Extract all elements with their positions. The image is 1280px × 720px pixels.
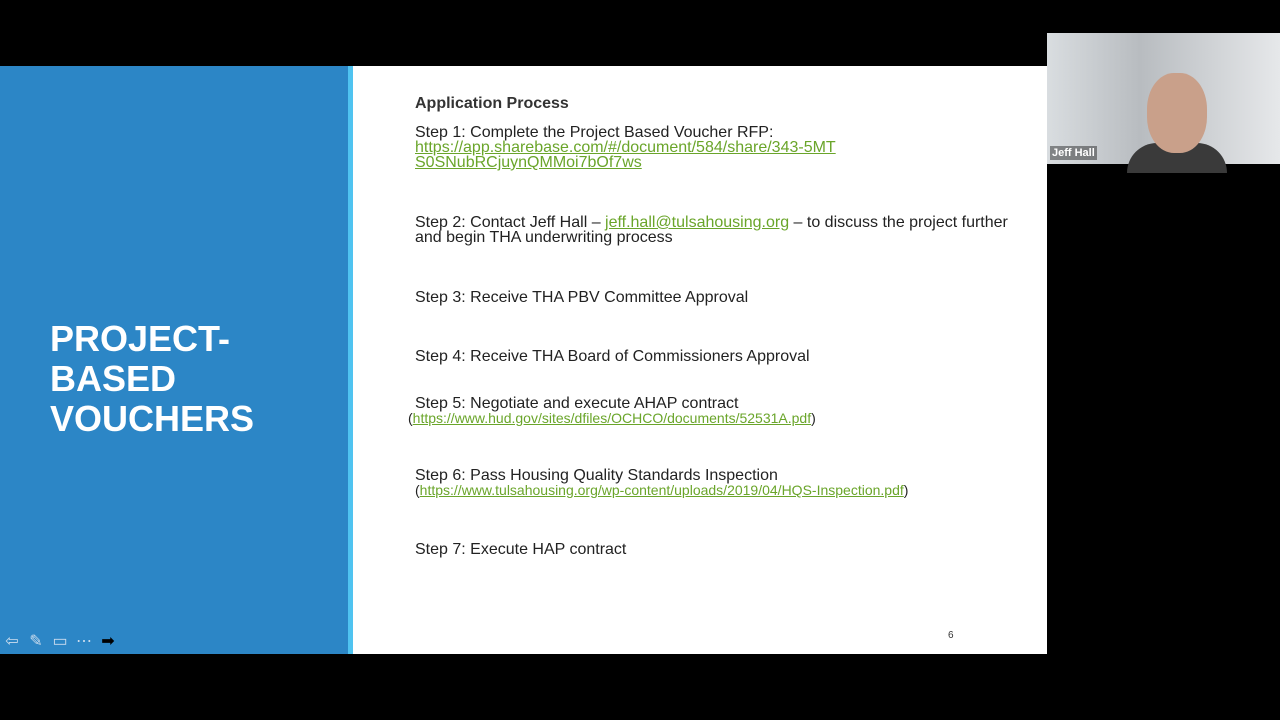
participant-name: Jeff Hall bbox=[1052, 147, 1095, 159]
paren: ) bbox=[903, 482, 909, 498]
next-slide-icon[interactable]: ➡ bbox=[101, 633, 115, 650]
presentation-slide bbox=[0, 66, 1047, 654]
paren: ( bbox=[408, 410, 413, 426]
paren: ( bbox=[415, 482, 420, 498]
hqs-link[interactable]: https://www.tulsahousing.org/wp-content/uploads/2019/04/HQS-Inspection.pdf bbox=[419, 482, 904, 498]
step-5 bbox=[408, 395, 816, 426]
slide-title: PROJECT- BASED VOUCHERS bbox=[50, 318, 255, 439]
step-1 bbox=[415, 125, 845, 170]
email-link[interactable]: jeff.hall@tulsahousing.org bbox=[605, 214, 790, 231]
step-text: Step 1: Complete the Project Based Voucher RFP: bbox=[415, 124, 774, 141]
step-text: Step 2: Contact Jeff Hall – bbox=[415, 214, 606, 231]
slideshow-controls bbox=[2, 632, 118, 652]
step-text-cont: – to discuss the project further and begin THA underwriting process bbox=[415, 214, 1008, 246]
subtitles-icon[interactable]: ▭ bbox=[52, 633, 68, 650]
previous-slide-icon[interactable]: ⇦ bbox=[5, 633, 19, 650]
page-number: 6 bbox=[948, 630, 954, 641]
step-4: Step 4: Receive THA Board of Commissioners Approval bbox=[415, 348, 810, 365]
participant-video[interactable] bbox=[1047, 33, 1280, 164]
step-6 bbox=[415, 468, 908, 498]
rfp-link[interactable]: https://app.sharebase.com/#/document/584/share/343-5MTS0SNubRCjuynQMMoi7bOf7ws bbox=[415, 139, 836, 171]
step-text: Step 6: Pass Housing Quality Standards Inspection bbox=[415, 467, 778, 484]
section-heading: Application Process bbox=[415, 95, 569, 112]
ahap-link[interactable]: https://www.hud.gov/sites/dfiles/OCHCO/documents/52531A.pdf bbox=[412, 410, 812, 426]
paren: ) bbox=[811, 410, 816, 426]
step-3: Step 3: Receive THA PBV Committee Approval bbox=[415, 289, 749, 306]
step-7: Step 7: Execute HAP contract bbox=[415, 541, 627, 558]
participant-face bbox=[1147, 73, 1207, 153]
accent-stripe bbox=[348, 66, 353, 654]
step-2 bbox=[415, 215, 1015, 245]
title-panel bbox=[0, 66, 348, 654]
step-text: Step 5: Negotiate and execute AHAP contract bbox=[415, 395, 739, 412]
more-options-icon[interactable]: ⋯ bbox=[76, 633, 92, 650]
pen-icon[interactable]: ✎ bbox=[29, 633, 43, 650]
